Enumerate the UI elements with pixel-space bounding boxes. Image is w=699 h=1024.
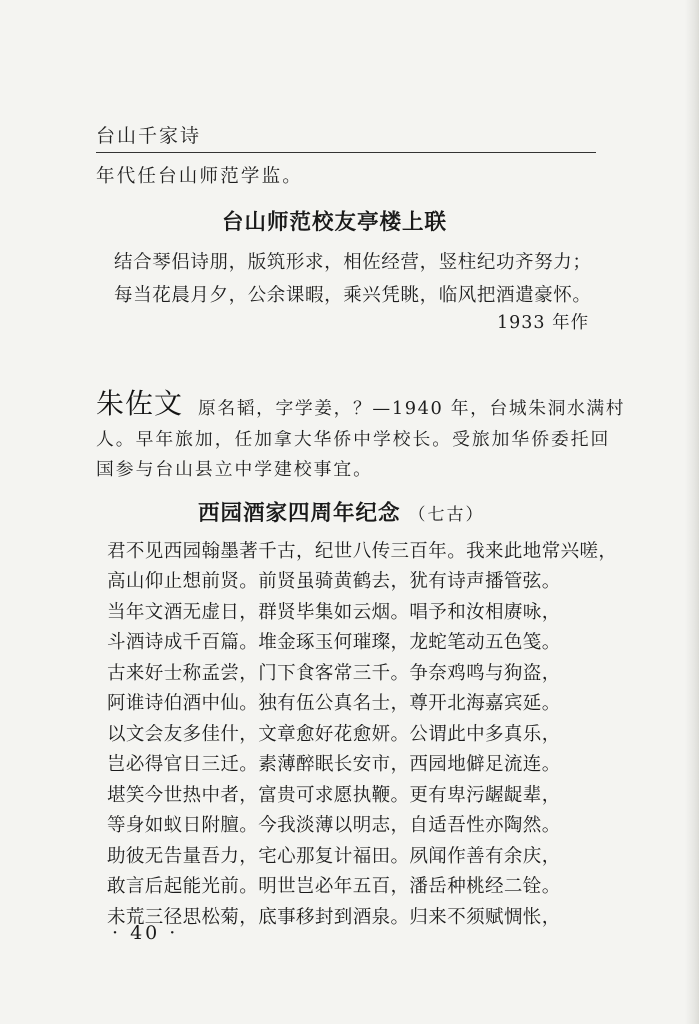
poem-line: 等身如蚁日附膻。今我淡薄以明志，自适吾性亦陶然。 xyxy=(107,815,561,836)
continued-bio-line: 年代任台山师范学监。 xyxy=(96,166,304,187)
poem-line: 岂必得官日三迁。素薄醉眠长安市，西园地僻足流连。 xyxy=(107,754,561,775)
poem-line: 高山仰止想前贤。前贤虽骑黄鹤去，犹有诗声播管弦。 xyxy=(107,571,561,592)
poem-line: 古来好士称孟尝，门下食客常三千。争奈鸡鸣与狗盗， xyxy=(107,663,561,684)
composition-date: 1933 年作 xyxy=(497,313,590,333)
header-rule xyxy=(96,152,596,153)
poem-title: 西园酒家四周年纪念 xyxy=(198,501,401,526)
poem-line: 君不见西园翰墨著千古，纪世八传三百年。我来此地常兴嗟， xyxy=(107,541,618,562)
couplet-title: 台山师范校友亭楼上联 xyxy=(222,210,448,235)
poem-line: 未荒三径思松菊，底事移封到酒泉。归来不须赋惆怅， xyxy=(107,907,561,928)
poem-line: 以文会友多佳什，文章愈好花愈妍。公谓此中多真乐， xyxy=(107,724,561,745)
poem-line: 敢言后起能光前。明世岂必年五百，潘岳种桃经二铨。 xyxy=(107,876,561,897)
poem-form: （七古） xyxy=(408,505,485,525)
poem-title-block xyxy=(198,496,485,527)
running-head-title: 台山千家诗 xyxy=(96,125,202,147)
author-bio-line-3: 国参与台山县立中学建校事宜。 xyxy=(96,459,373,480)
author-bio-line-2: 人。早年旅加，任加拿大华侨中学校长。受旅加华侨委托回 xyxy=(96,429,611,450)
couplet-line-1: 结合琴侣诗朋，版筑形求，相佐经营，竖柱纪功齐努力； xyxy=(114,252,592,273)
couplet-line-2: 每当花晨月夕，公余课暇，乘兴凭眺，临风把酒遣豪怀。 xyxy=(114,285,592,306)
page-number: · 40 · xyxy=(112,922,179,944)
author-name: 朱佐文 xyxy=(96,387,184,420)
poem-line: 斗酒诗成千百篇。堆金琢玉何璀璨，龙蛇笔动五色笺。 xyxy=(107,632,561,653)
poem-line: 阿谁诗伯酒中仙。独有伍公真名士，尊开北海嘉宾延。 xyxy=(107,693,561,714)
page-edge-shadow xyxy=(685,0,699,1024)
author-bio-line-1: 原名韬，字学姜，？—1940 年，台城朱洞水满村 xyxy=(198,398,626,419)
poem-line: 堪笑今世热中者，富贵可求愿执鞭。更有卑污龌龊辈， xyxy=(107,785,561,806)
poem-line: 当年文酒无虚日，群贤毕集如云烟。唱予和汝相赓咏， xyxy=(107,602,561,623)
poem-line: 助彼无告量吾力，宅心那复计福田。夙闻作善有余庆， xyxy=(107,846,561,867)
